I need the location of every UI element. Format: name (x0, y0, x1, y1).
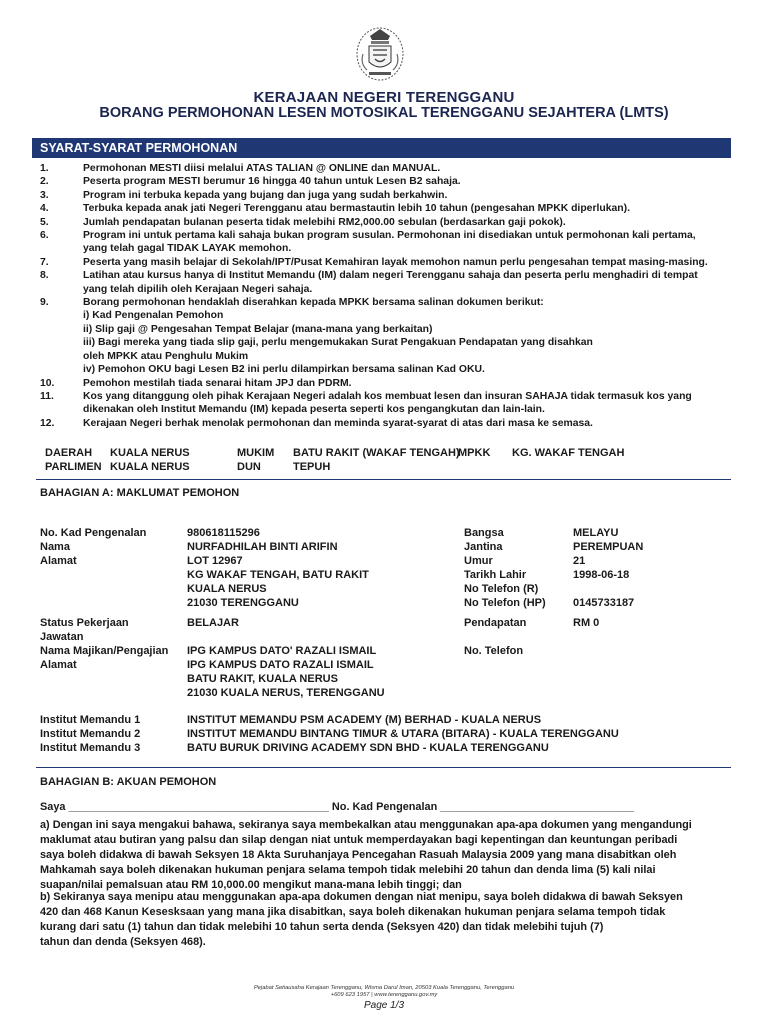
condition-number: 9. (40, 297, 49, 309)
footer-contact: +609 623 1957 | www.terengganu.gov.my (330, 992, 438, 998)
mukim-value: BATU RAKIT (WAKAF TENGAH) (293, 447, 460, 459)
alamat-line: KUALA NERUS (187, 583, 267, 595)
im1-label: Institut Memandu 1 (40, 714, 141, 726)
condition-item (40, 417, 730, 430)
condition-text: Latihan atau kursus hanya di Institut Memandu (IM) dalam negeri Terengganu sahaja dan peserta perlu menghadiri di tempat yang telah dipilih oleh Kerajaan Negeri sahaja. (83, 270, 698, 295)
nama-value: NURFADHILAH BINTI ARIFIN (187, 541, 338, 553)
alamat2-line: IPG KAMPUS DATO RAZALI ISMAIL (187, 659, 374, 671)
condition-item (40, 296, 730, 309)
condition-text: Program ini terbuka kepada yang bujang dan juga yang sudah berkahwin. (83, 189, 448, 201)
mpkk-value: KG. WAKAF TENGAH (512, 447, 625, 459)
tarikh-lahir-label: Tarikh Lahir (464, 569, 527, 581)
alamat2-label: Alamat (40, 659, 77, 671)
condition-number: 8. (40, 270, 49, 282)
tel-hp-label: No Telefon (HP) (464, 597, 546, 609)
state-crest-logo (355, 24, 405, 82)
section-heading-syarat: SYARAT-SYARAT PERMOHONAN (32, 138, 731, 158)
condition-item (40, 390, 730, 417)
declaration-a: a) Dengan ini saya mengakui bahawa, sekiranya saya membekalkan atau menggunakan apa-apa dokumen yang mengandungi maklumat atau butiran yang palsu dan silap dengan niat untuk memperdayakan bagi kepentingan dan keuntungan peribadi saya boleh didakwa di bawah Seksyen 18 Akta Suruhanjaya Pencegahan Rasuah Malaysia 2009 yang mana disabitkan oleh Mahkamah saya boleh dikenakan hukuman penjara selama tempoh tidak melebihi 20 tahun dan denda lima (5) kali nilai suapan/nilai pemalsuan atau RM 10,000.00 mengikut mana-mana lebih tinggi; dan (40, 819, 692, 891)
parlimen-value: KUALA NERUS (110, 461, 190, 473)
majikan-label: Nama Majikan/Pengajian (40, 645, 169, 657)
condition-number: 4. (40, 203, 49, 215)
condition-text: Kos yang ditanggung oleh pihak Kerajaan Negeri adalah kos membuat lesen dan insuran SAHAJA tidak termasuk kos yang dikenakan oleh Institut Memandu (IM) kepada peserta seperti kos pengangkutan dan lain-lain. (83, 390, 692, 416)
daerah-value: KUALA NERUS (110, 447, 190, 459)
declaration-b: b) Sekiranya saya menipu atau menggunakan apa-apa dokumen dengan niat menipu, saya boleh didakwa di bawah Seksyen 420 dan 468 Kanun Kesesksaan yang mana jika disabitkan, saya boleh dikenakan hukuman penjara selama tempoh tidak kurang dari satu (1) tahun dan tidak melebihi 10 tahun serta denda (Seksyen 420) dan tidak melebihi tujuh (7) tahun dan denda (Seksyen 468). (40, 891, 683, 948)
dun-value: TEPUH (293, 461, 331, 473)
tel-hp-value: 0145733187 (573, 597, 635, 609)
document-title: KERAJAAN NEGERI TERENGGANU (253, 89, 515, 106)
condition-number: 2. (40, 176, 49, 188)
ic-value: 980618115296 (187, 527, 260, 539)
im2-label: Institut Memandu 2 (40, 728, 141, 740)
alamat-label: Alamat (40, 555, 77, 567)
section-heading-bahagian-b: BAHAGIAN B: AKUAN PEMOHON (40, 776, 217, 788)
im3-value: BATU BURUK DRIVING ACADEMY SDN BHD - KUALA TERENGGANU (187, 742, 549, 754)
tarikh-lahir-value: 1998-06-18 (573, 569, 630, 581)
no-tel-label: No. Telefon (464, 645, 524, 657)
daerah-label: DAERAH (45, 447, 93, 459)
page-number: Page 1/3 (363, 1000, 405, 1011)
status-label: Status Pekerjaan (40, 617, 129, 629)
umur-label: Umur (464, 555, 493, 567)
condition-text: Jumlah pendapatan bulanan peserta tidak melebihi RM2,000.00 sebulan (berdasarkan gaji pokok). (83, 216, 566, 228)
jantina-label: Jantina (464, 541, 503, 553)
im1-value: INSTITUT MEMANDU PSM ACADEMY (M) BERHAD - KUALA NERUS (187, 714, 542, 726)
document-subitem: ii) Slip gaji @ Pengesahan Tempat Belajar (mana-mana yang berkaitan) (83, 323, 433, 335)
condition-item (40, 189, 730, 202)
condition-item (40, 202, 730, 215)
majikan-value: IPG KAMPUS DATO' RAZALI ISMAIL (187, 645, 377, 657)
divider (36, 479, 731, 480)
condition-number: 6. (40, 230, 49, 242)
footer-address: Pejabat Setiausaha Kerajaan Terengganu, Wisma Darul Iman, 20503 Kuala Terengganu, Terengganu (253, 985, 515, 991)
alamat-line: LOT 12967 (187, 555, 243, 567)
condition-text: Kerajaan Negeri berhak menolak permohonan dan meminda syarat-syarat di atas dari masa ke semasa. (83, 417, 593, 429)
parlimen-label: PARLIMEN (45, 461, 102, 473)
alamat2-line: BATU RAKIT, KUALA NERUS (187, 673, 338, 685)
divider (36, 767, 731, 768)
condition-item (40, 256, 730, 269)
section-heading-bahagian-a: BAHAGIAN A: MAKLUMAT PEMOHON (40, 487, 240, 499)
mpkk-label: MPKK (458, 447, 491, 459)
conditions-list (40, 162, 730, 430)
condition-item (40, 377, 730, 390)
bangsa-value: MELAYU (573, 527, 619, 539)
ic-label: No. Kad Pengenalan (40, 527, 147, 539)
jantina-value: PEREMPUAN (573, 541, 644, 553)
mukim-label: MUKIM (237, 447, 275, 459)
condition-text: Peserta yang masih belajar di Sekolah/IPT/Pusat Kemahiran layak memohon namun perlu pengesahan tempat masing-masing. (83, 256, 708, 268)
condition-number: 7. (40, 256, 49, 268)
pendapatan-value: RM 0 (573, 617, 600, 629)
pendapatan-label: Pendapatan (464, 617, 527, 629)
condition-item (40, 175, 730, 188)
saya-signature-line: Saya ___________________________________________ No. Kad Pengenalan ________________________________ (40, 801, 635, 813)
condition-number: 10. (40, 377, 55, 389)
document-subitem: i) Kad Pengenalan Pemohon (83, 310, 224, 322)
condition-text: Pemohon mestilah tiada senarai hitam JPJ dan PDRM. (83, 377, 352, 389)
condition-number: 11. (40, 390, 54, 402)
condition-text: Terbuka kepada anak jati Negeri Terengganu atau bermastautin lebih 10 tahun (pengesahan MPKK diperlukan). (83, 203, 630, 215)
dun-label: DUN (237, 461, 261, 473)
form-title: BORANG PERMOHONAN LESEN MOTOSIKAL TERENGGANU SEJAHTERA (LMTS) (99, 105, 669, 121)
condition-number: 5. (40, 216, 49, 228)
condition-text: Permohonan MESTI diisi melalui ATAS TALIAN @ ONLINE dan MANUAL. (83, 163, 441, 174)
condition-number: 3. (40, 189, 49, 201)
nama-label: Nama (40, 541, 70, 553)
im2-value: INSTITUT MEMANDU BINTANG TIMUR & UTARA (BITARA) - KUALA TERENGGANU (187, 728, 619, 740)
document-subitem: iii) Bagi mereka yang tiada slip gaji, perlu mengemukakan Surat Pengakuan Pendapatan yang disahkan oleh MPKK atau Penghulu Mukim (83, 337, 593, 362)
tel-r-label: No Telefon (R) (464, 583, 539, 595)
alamat-line: 21030 TERENGGANU (187, 597, 299, 609)
condition-item (40, 216, 730, 229)
umur-value: 21 (573, 555, 586, 567)
condition-number: 1. (40, 163, 49, 174)
condition-number: 12. (40, 417, 55, 429)
im3-label: Institut Memandu 3 (40, 742, 141, 754)
bangsa-label: Bangsa (464, 527, 504, 539)
condition-text: Peserta program MESTI berumur 16 hingga 40 tahun untuk Lesen B2 sahaja. (83, 176, 461, 188)
condition-item (40, 269, 730, 296)
status-value: BELAJAR (187, 617, 239, 629)
alamat-line: KG WAKAF TENGAH, BATU RAKIT (187, 569, 369, 581)
alamat2-line: 21030 KUALA NERUS, TERENGGANU (187, 687, 385, 699)
condition-text: Borang permohonan hendaklah diserahkan kepada MPKK bersama salinan dokumen berikut: (83, 297, 544, 309)
condition-text: Program ini untuk pertama kali sahaja bukan program susulan. Permohonan ini disediakan untuk permohonan kali pertama, yang telah gagal TIDAK LAYAK memohon. (83, 230, 696, 255)
document-subitem: iv) Pemohon OKU bagi Lesen B2 ini perlu dilampirkan bersama salinan Kad OKU. (83, 364, 485, 376)
condition-item (40, 229, 730, 256)
condition-item (40, 162, 730, 175)
jawatan-label: Jawatan (40, 631, 84, 643)
